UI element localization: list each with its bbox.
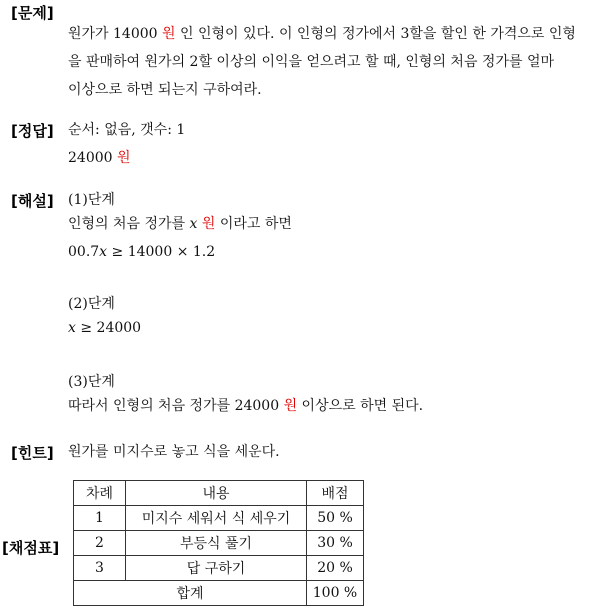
row-order: 2 — [74, 531, 126, 556]
row-order: 3 — [74, 556, 126, 581]
header-points: 배점 — [307, 481, 364, 506]
row-points: 30 % — [307, 531, 364, 556]
step2-equation: x ≥ 24000 — [68, 320, 142, 336]
table-row — [74, 506, 364, 531]
row-points: 50 % — [307, 506, 364, 531]
step2-title: (2)단계 — [68, 296, 115, 312]
scoring-label: [채점표] — [2, 539, 60, 557]
row-points: 20 % — [307, 556, 364, 581]
table-row — [74, 531, 364, 556]
step1-text: 인형의 처음 정가를 x 원 이라고 하면 — [68, 216, 292, 232]
hint-label: [힌트] — [11, 444, 54, 462]
step1-title: (1)단계 — [68, 192, 115, 208]
row-content: 미지수 세워서 식 세우기 — [126, 506, 307, 531]
answer-meta: 순서: 없음, 갯수: 1 — [68, 122, 186, 138]
answer-value: 24000 원 — [68, 150, 131, 166]
step3-text: 따라서 인형의 처음 정가를 24000 원 이상으로 하면 된다. — [68, 398, 424, 414]
scoring-table — [73, 480, 364, 606]
table-row — [74, 556, 364, 581]
problem-line-1: 원가가 14000 원 인 인형이 있다. 이 인형의 정가에서 3할을 할인 한 가격으로 인형 — [68, 26, 576, 42]
row-content: 답 구하기 — [126, 556, 307, 581]
step3-title: (3)단계 — [68, 374, 115, 390]
table-total-row — [74, 581, 364, 606]
step1-equation: 00.7x ≥ 14000 × 1.2 — [68, 244, 216, 260]
unit-won: 원 — [197, 216, 216, 232]
header-order: 차례 — [74, 481, 126, 506]
row-order: 1 — [74, 506, 126, 531]
problem-line-3: 이상으로 하면 되는지 구하여라. — [68, 82, 262, 98]
hint-text: 원가를 미지수로 놓고 식을 세운다. — [68, 444, 280, 460]
table-header-row — [74, 481, 364, 506]
row-content: 부등식 풀기 — [126, 531, 307, 556]
unit-won: 원 — [283, 398, 298, 414]
unit-won: 원 — [117, 150, 131, 166]
solution-label: [해설] — [11, 192, 54, 210]
total-label: 합계 — [74, 581, 307, 606]
unit-won: 원 — [162, 26, 176, 42]
problem-label: [문제] — [11, 4, 54, 22]
header-content: 내용 — [126, 481, 307, 506]
answer-label: [정답] — [11, 122, 54, 140]
total-value: 100 % — [307, 581, 364, 606]
problem-line-2: 을 판매하여 원가의 2할 이상의 이익을 얻으려고 할 때, 인형의 처음 정가를 얼마 — [68, 54, 555, 70]
